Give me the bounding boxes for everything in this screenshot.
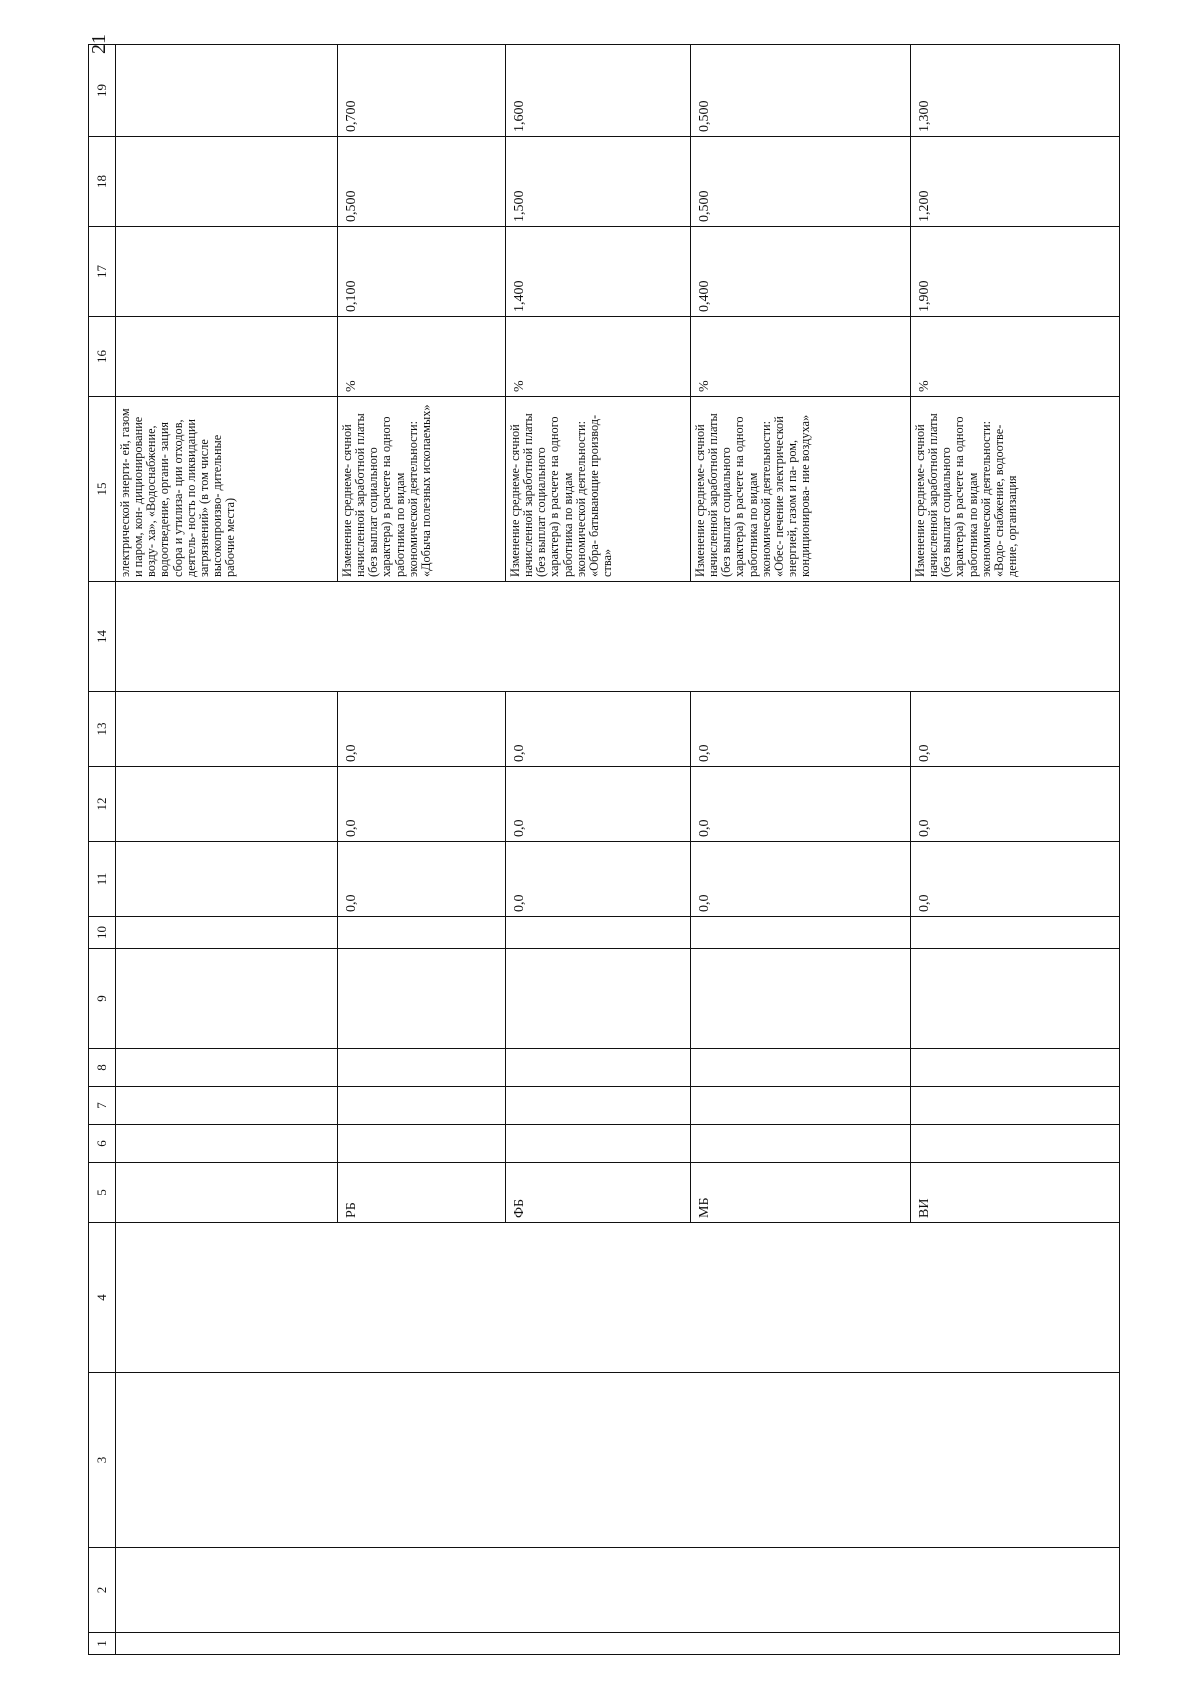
- cell-col-7: [116, 1087, 338, 1125]
- unit-cell: %: [691, 317, 911, 397]
- value-col-12: 0,0: [506, 767, 691, 842]
- cell-col-6: [691, 1125, 911, 1163]
- cell-col-8: [338, 1049, 506, 1087]
- cell-col-7: [506, 1087, 691, 1125]
- value-col-18: 0,500: [691, 137, 911, 227]
- cell-col-8: [691, 1049, 911, 1087]
- value-col-11: 0,0: [691, 842, 911, 917]
- cell-col-10: [911, 917, 1120, 949]
- col-num-15: 15: [89, 397, 116, 582]
- col-num-8: 8: [89, 1049, 116, 1087]
- indicator-description: Изменение среднеме- сячной начисленной заработной платы (без выплат социального характера) в расчете на одного работника по видам экономической деятельности: «Обра- батывающие производ- ства»: [506, 397, 691, 582]
- col-num-3: 3: [89, 1373, 116, 1548]
- value-col-13: 0,0: [338, 692, 506, 767]
- col-num-6: 6: [89, 1125, 116, 1163]
- indicator-description: электрической энерги- ей, газом и паром, кон- диционирование возду- ха», «Водоснабжение, водоотведение, органи- зация сбора и утилиза- ции отходов, деятель- ность по ликвидации загрязнений» (в том числе высокопроизво- дительные рабочие места): [116, 397, 338, 582]
- cell-col-7: [691, 1087, 911, 1125]
- cell-col-4: [116, 1223, 1120, 1373]
- table-row: [116, 45, 338, 1655]
- cell-col-9: [506, 949, 691, 1049]
- col-num-10: 10: [89, 917, 116, 949]
- value-col-12: 0,0: [338, 767, 506, 842]
- cell-col-9: [116, 949, 338, 1049]
- cell-col-8: [911, 1049, 1120, 1087]
- cell-col-9: [338, 949, 506, 1049]
- value-col-19: [116, 45, 338, 137]
- cell-col-7: [911, 1087, 1120, 1125]
- value-col-18: 1,500: [506, 137, 691, 227]
- col-num-1: 1: [89, 1633, 116, 1655]
- value-col-19: 1,300: [911, 45, 1120, 137]
- source-cell: РБ: [338, 1163, 506, 1223]
- cell-col-6: [506, 1125, 691, 1163]
- cell-col-10: [691, 917, 911, 949]
- cell-col-6: [911, 1125, 1120, 1163]
- value-col-13: 0,0: [691, 692, 911, 767]
- source-cell: ВИ: [911, 1163, 1120, 1223]
- value-col-11: 0,0: [338, 842, 506, 917]
- source-cell: [116, 1163, 338, 1223]
- col-num-11: 11: [89, 842, 116, 917]
- col-num-16: 16: [89, 317, 116, 397]
- page-number: 21: [88, 34, 110, 54]
- cell-col-6: [116, 1125, 338, 1163]
- col-num-14: 14: [89, 582, 116, 692]
- value-col-13: 0,0: [911, 692, 1120, 767]
- indicator-description: Изменение среднеме- сячной начисленной заработной платы (без выплат социального характера) в расчете на одного работника по видам экономической деятельности: «Водо- снабжение, водоотве- дение, организация: [911, 397, 1120, 582]
- data-table: [88, 44, 1120, 1655]
- value-col-13: 0,0: [506, 692, 691, 767]
- source-cell: ФБ: [506, 1163, 691, 1223]
- col-num-17: 17: [89, 227, 116, 317]
- value-col-17: [116, 227, 338, 317]
- col-num-12: 12: [89, 767, 116, 842]
- value-col-12: 0,0: [691, 767, 911, 842]
- cell-col-10: [338, 917, 506, 949]
- unit-cell: %: [911, 317, 1120, 397]
- value-col-17: 1,900: [911, 227, 1120, 317]
- value-col-11: 0,0: [506, 842, 691, 917]
- value-col-11: 0,0: [911, 842, 1120, 917]
- col-num-18: 18: [89, 137, 116, 227]
- cell-col-9: [911, 949, 1120, 1049]
- indicator-description: Изменение среднеме- сячной начисленной заработной платы (без выплат социального характера) в расчете на одного работника по видам экономической деятельности: «Обес- печение электрической энергией, газом и па- ром, кондиционирова- ние воздуха»: [691, 397, 911, 582]
- cell-col-3: [116, 1373, 1120, 1548]
- col-num-13: 13: [89, 692, 116, 767]
- col-num-7: 7: [89, 1087, 116, 1125]
- cell-col-9: [691, 949, 911, 1049]
- rotated-table-container: [88, 45, 1118, 1655]
- col-num-4: 4: [89, 1223, 116, 1373]
- column-number-row: [89, 45, 116, 1655]
- value-col-19: 0,500: [691, 45, 911, 137]
- value-col-19: 0,700: [338, 45, 506, 137]
- cell-col-14: [116, 582, 1120, 692]
- cell-col-8: [116, 1049, 338, 1087]
- col-num-9: 9: [89, 949, 116, 1049]
- source-cell: МБ: [691, 1163, 911, 1223]
- unit-cell: %: [338, 317, 506, 397]
- cell-col-2: [116, 1548, 1120, 1633]
- cell-col-1: [116, 1633, 1120, 1655]
- value-col-18: 0,500: [338, 137, 506, 227]
- cell-col-7: [338, 1087, 506, 1125]
- cell-col-8: [506, 1049, 691, 1087]
- cell-col-6: [338, 1125, 506, 1163]
- value-col-18: 1,200: [911, 137, 1120, 227]
- value-col-19: 1,600: [506, 45, 691, 137]
- value-col-17: 1,400: [506, 227, 691, 317]
- col-num-5: 5: [89, 1163, 116, 1223]
- unit-cell: [116, 317, 338, 397]
- value-col-12: 0,0: [911, 767, 1120, 842]
- value-col-12: [116, 767, 338, 842]
- value-col-18: [116, 137, 338, 227]
- cell-col-10: [506, 917, 691, 949]
- col-num-19: 19: [89, 45, 116, 137]
- value-col-17: 0,100: [338, 227, 506, 317]
- value-col-17: 0,400: [691, 227, 911, 317]
- value-col-11: [116, 842, 338, 917]
- value-col-13: [116, 692, 338, 767]
- unit-cell: %: [506, 317, 691, 397]
- cell-col-10: [116, 917, 338, 949]
- indicator-description: Изменение среднеме- сячной начисленной заработной платы (без выплат социального характера) в расчете на одного работника по видам экономической деятельности: «Добыча полезных ископаемых»: [338, 397, 506, 582]
- col-num-2: 2: [89, 1548, 116, 1633]
